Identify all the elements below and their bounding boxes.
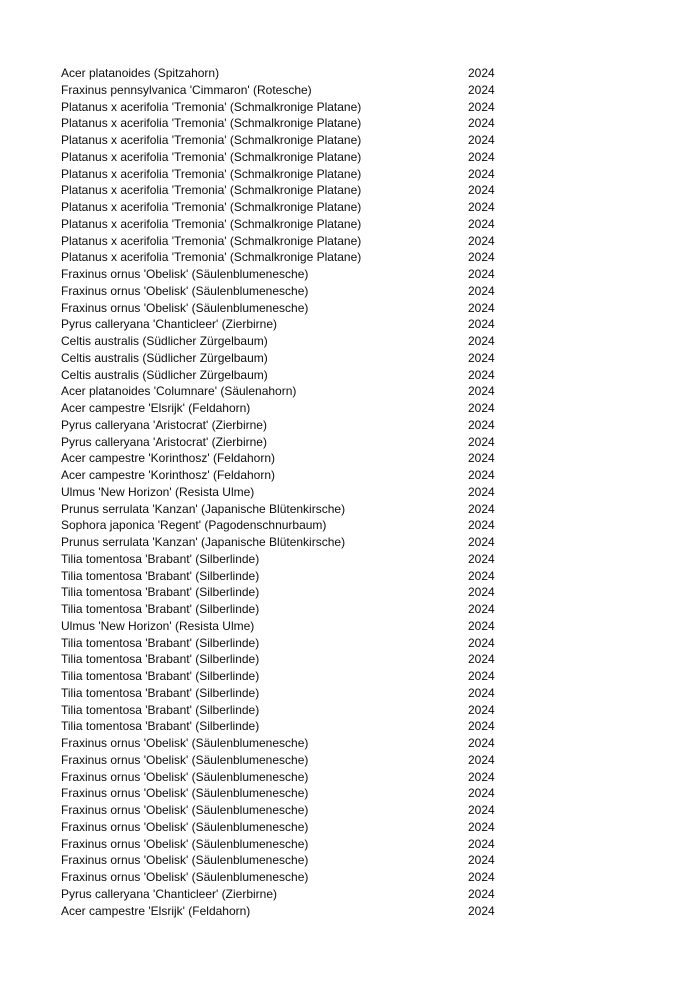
table-row [61, 651, 651, 668]
year-value: 2024 [468, 535, 495, 549]
year-value: 2024 [468, 685, 495, 700]
table-row [61, 702, 651, 719]
tree-name: Acer campestre 'Elsrijk' (Feldahorn) [61, 903, 251, 918]
table-row [61, 467, 651, 484]
tree-name: Fraxinus ornus 'Obelisk' (Säulenblumenesche) [61, 803, 309, 817]
year-value: 2024 [468, 334, 495, 348]
year-value: 2024 [468, 384, 495, 399]
table-row [61, 350, 651, 367]
table-row [61, 819, 651, 836]
tree-name: Acer campestre 'Elsrijk' (Feldahorn) [61, 401, 251, 415]
year-value: 2024 [468, 752, 495, 767]
tree-list [61, 65, 651, 919]
table-row [61, 869, 651, 886]
tree-name: Tilia tomentosa 'Brabant' (Silberlinde) [61, 585, 260, 600]
table-row [61, 82, 651, 99]
table-row [61, 903, 651, 920]
tree-name: Platanus x acerifolia 'Tremonia' (Schmalkronige Platane) [61, 250, 362, 265]
tree-name: Fraxinus ornus 'Obelisk' (Säulenblumenesche) [61, 769, 309, 784]
tree-name: Platanus x acerifolia 'Tremonia' (Schmalkronige Platane) [61, 166, 362, 181]
year-value: 2024 [468, 434, 495, 449]
tree-name: Fraxinus ornus 'Obelisk' (Säulenblumenesche) [61, 786, 309, 801]
year-value: 2024 [468, 317, 495, 332]
year-value: 2024 [468, 99, 495, 114]
year-value: 2024 [468, 518, 495, 533]
tree-name: Platanus x acerifolia 'Tremonia' (Schmalkronige Platane) [61, 233, 362, 248]
tree-name: Platanus x acerifolia 'Tremonia' (Schmalkronige Platane) [61, 133, 362, 147]
table-row [61, 802, 651, 819]
tree-name: Platanus x acerifolia 'Tremonia' (Schmalkronige Platane) [61, 216, 362, 231]
year-value: 2024 [468, 501, 495, 516]
table-row [61, 668, 651, 685]
tree-name: Prunus serrulata 'Kanzan' (Japanische Blütenkirsche) [61, 535, 346, 549]
year-value: 2024 [468, 367, 495, 382]
year-value: 2024 [468, 283, 495, 298]
table-row [61, 166, 651, 183]
table-row [61, 852, 651, 869]
table-row [61, 484, 651, 501]
year-value: 2024 [468, 133, 495, 147]
tree-name: Fraxinus pennsylvanica 'Cimmaron' (Rotesche) [61, 82, 312, 97]
table-row [61, 115, 651, 132]
year-value: 2024 [468, 216, 495, 231]
tree-name: Fraxinus ornus 'Obelisk' (Säulenblumenesche) [61, 853, 309, 868]
tree-name: Tilia tomentosa 'Brabant' (Silberlinde) [61, 685, 260, 700]
year-value: 2024 [468, 568, 495, 583]
tree-name: Platanus x acerifolia 'Tremonia' (Schmalkronige Platane) [61, 183, 362, 198]
year-value: 2024 [468, 618, 495, 633]
table-row [61, 635, 651, 652]
table-row [61, 400, 651, 417]
year-value: 2024 [468, 183, 495, 198]
table-row [61, 199, 651, 216]
tree-name: Ulmus 'New Horizon' (Resista Ulme) [61, 484, 255, 499]
tree-name: Fraxinus ornus 'Obelisk' (Säulenblumenesche) [61, 267, 309, 281]
tree-name: Acer campestre 'Korinthosz' (Feldahorn) [61, 468, 276, 482]
table-row [61, 383, 651, 400]
tree-name: Acer campestre 'Korinthosz' (Feldahorn) [61, 451, 276, 466]
year-value: 2024 [468, 635, 495, 650]
table-row [61, 769, 651, 786]
year-value: 2024 [468, 870, 495, 884]
year-value: 2024 [468, 149, 495, 164]
table-row [61, 618, 651, 635]
tree-name: Sophora japonica 'Regent' (Pagodenschnurbaum) [61, 518, 327, 533]
table-row [61, 333, 651, 350]
year-value: 2024 [468, 652, 495, 667]
table-row [61, 718, 651, 735]
tree-name: Tilia tomentosa 'Brabant' (Silberlinde) [61, 635, 260, 650]
year-value: 2024 [468, 300, 495, 315]
year-value: 2024 [468, 903, 495, 918]
tree-name: Celtis australis (Südlicher Zürgelbaum) [61, 350, 268, 365]
tree-name: Tilia tomentosa 'Brabant' (Silberlinde) [61, 719, 260, 734]
table-row [61, 182, 651, 199]
table-row [61, 836, 651, 853]
tree-name: Pyrus calleryana 'Aristocrat' (Zierbirne) [61, 434, 267, 449]
tree-name: Fraxinus ornus 'Obelisk' (Säulenblumenesche) [61, 736, 309, 750]
tree-name: Fraxinus ornus 'Obelisk' (Säulenblumenesche) [61, 836, 309, 851]
tree-name: Ulmus 'New Horizon' (Resista Ulme) [61, 618, 255, 633]
year-value: 2024 [468, 468, 495, 482]
table-row [61, 132, 651, 149]
year-value: 2024 [468, 803, 495, 817]
year-value: 2024 [468, 836, 495, 851]
tree-name: Acer platanoides 'Columnare' (Säulenahorn) [61, 384, 297, 399]
tree-name: Fraxinus ornus 'Obelisk' (Säulenblumenesche) [61, 870, 309, 884]
tree-name: Pyrus calleryana 'Chanticleer' (Zierbirne) [61, 886, 277, 901]
tree-name: Pyrus calleryana 'Chanticleer' (Zierbirne) [61, 317, 277, 332]
year-value: 2024 [468, 886, 495, 901]
year-value: 2024 [468, 853, 495, 868]
tree-name: Acer platanoides (Spitzahorn) [61, 66, 220, 80]
table-row [61, 233, 651, 250]
table-row [61, 367, 651, 384]
year-value: 2024 [468, 267, 495, 281]
table-row [61, 735, 651, 752]
table-row [61, 99, 651, 116]
year-value: 2024 [468, 350, 495, 365]
table-row [61, 584, 651, 601]
table-row [61, 216, 651, 233]
year-value: 2024 [468, 702, 495, 717]
tree-name: Tilia tomentosa 'Brabant' (Silberlinde) [61, 702, 260, 717]
tree-name: Celtis australis (Südlicher Zürgelbaum) [61, 367, 268, 382]
tree-name: Celtis australis (Südlicher Zürgelbaum) [61, 334, 268, 348]
table-row [61, 501, 651, 518]
tree-name: Tilia tomentosa 'Brabant' (Silberlinde) [61, 551, 260, 566]
year-value: 2024 [468, 484, 495, 499]
tree-name: Platanus x acerifolia 'Tremonia' (Schmalkronige Platane) [61, 116, 362, 131]
year-value: 2024 [468, 719, 495, 734]
year-value: 2024 [468, 451, 495, 466]
year-value: 2024 [468, 401, 495, 415]
year-value: 2024 [468, 585, 495, 600]
year-value: 2024 [468, 66, 495, 80]
year-value: 2024 [468, 669, 495, 683]
table-row [61, 685, 651, 702]
table-row [61, 417, 651, 434]
year-value: 2024 [468, 602, 495, 616]
table-row [61, 517, 651, 534]
year-value: 2024 [468, 166, 495, 181]
year-value: 2024 [468, 233, 495, 248]
table-row [61, 568, 651, 585]
table-row [61, 534, 651, 551]
tree-name: Platanus x acerifolia 'Tremonia' (Schmalkronige Platane) [61, 149, 362, 164]
tree-name: Pyrus calleryana 'Aristocrat' (Zierbirne) [61, 417, 267, 432]
table-row [61, 149, 651, 166]
table-row [61, 434, 651, 451]
tree-name: Prunus serrulata 'Kanzan' (Japanische Blütenkirsche) [61, 501, 346, 516]
year-value: 2024 [468, 116, 495, 131]
year-value: 2024 [468, 417, 495, 432]
tree-name: Fraxinus ornus 'Obelisk' (Säulenblumenesche) [61, 283, 309, 298]
year-value: 2024 [468, 786, 495, 801]
tree-name: Tilia tomentosa 'Brabant' (Silberlinde) [61, 602, 260, 616]
tree-name: Fraxinus ornus 'Obelisk' (Säulenblumenesche) [61, 819, 309, 834]
table-row [61, 752, 651, 769]
table-row [61, 316, 651, 333]
year-value: 2024 [468, 551, 495, 566]
tree-name: Platanus x acerifolia 'Tremonia' (Schmalkronige Platane) [61, 99, 362, 114]
table-row [61, 450, 651, 467]
year-value: 2024 [468, 82, 495, 97]
table-row [61, 551, 651, 568]
table-row [61, 65, 651, 82]
year-value: 2024 [468, 769, 495, 784]
tree-name: Platanus x acerifolia 'Tremonia' (Schmalkronige Platane) [61, 200, 362, 214]
table-row [61, 785, 651, 802]
tree-name: Fraxinus ornus 'Obelisk' (Säulenblumenesche) [61, 752, 309, 767]
tree-name: Tilia tomentosa 'Brabant' (Silberlinde) [61, 568, 260, 583]
table-row [61, 886, 651, 903]
table-row [61, 300, 651, 317]
tree-name: Fraxinus ornus 'Obelisk' (Säulenblumenesche) [61, 300, 309, 315]
year-value: 2024 [468, 736, 495, 750]
year-value: 2024 [468, 250, 495, 265]
year-value: 2024 [468, 819, 495, 834]
table-row [61, 283, 651, 300]
table-row [61, 266, 651, 283]
table-row [61, 249, 651, 266]
year-value: 2024 [468, 200, 495, 214]
table-row [61, 601, 651, 618]
tree-name: Tilia tomentosa 'Brabant' (Silberlinde) [61, 669, 260, 683]
tree-name: Tilia tomentosa 'Brabant' (Silberlinde) [61, 652, 260, 667]
